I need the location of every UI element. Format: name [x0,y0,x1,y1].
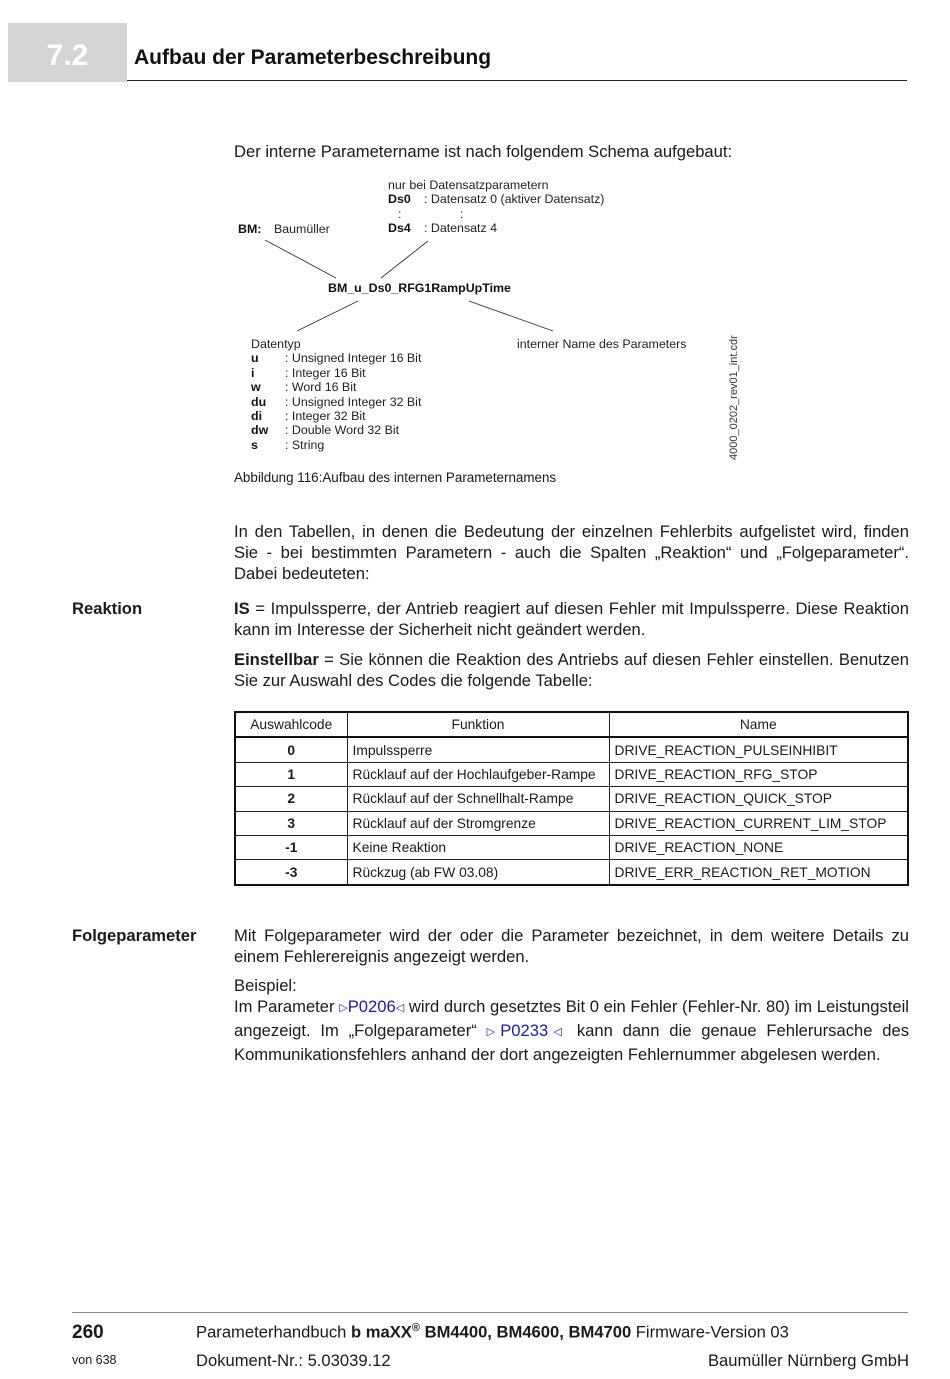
cell-name: DRIVE_REACTION_PULSEINHIBIT [609,737,908,762]
table-row [235,860,908,885]
cell-name: DRIVE_REACTION_NONE [609,835,908,859]
folgeparameter-label: Folgeparameter [72,926,197,945]
cell-name: DRIVE_REACTION_RFG_STOP [609,762,908,786]
column-header-name: Name [609,712,908,737]
cell-function: Rücklauf auf der Hochlaufgeber-Rampe [347,762,609,786]
datatype-row [251,380,421,394]
dataset-block [388,178,604,236]
internal-name-label: interner Name des Parameters [517,337,687,351]
table-header-row [235,712,908,737]
datatype-code: dw [251,423,269,438]
datatype-row [251,366,421,380]
datatype-code: du [251,394,267,409]
page-total: von 638 [72,1353,117,1367]
table-row [235,787,908,811]
cell-function: Rückzug (ab FW 03.08) [347,860,609,885]
folgeparameter-paragraph: Mit Folgeparameter wird der oder die Parameter bezeichnet, in dem weitere Details zu einem Fehlerereignis angezeigt werden. [234,926,909,966]
datatype-text: : Unsigned Integer 16 Bit [285,351,422,366]
table-row [235,762,908,786]
registered-mark: ® [411,1322,420,1334]
datatype-row [251,423,421,437]
link-label: P0233 [500,1021,549,1040]
parameter-link-p0206[interactable] [339,997,404,1016]
reaktion-einstellbar-paragraph [234,649,909,691]
link-label: P0206 [347,997,396,1016]
link-arrow-left-icon: ◁ [548,1026,568,1038]
datatype-row [251,395,421,409]
dataset-code-4: Ds4 [388,221,411,236]
is-text: = Impulssperre, der Antrieb reagiert auf diesen Fehler mit Impulssperre. Diese Reaktion kann im Interesse der Sicherheit nicht geändert werden. [234,599,909,639]
link-arrow-right-icon: ▷ [486,1026,501,1038]
link-arrow-right-icon: ▷ [339,1002,348,1014]
cell-function: Rücklauf auf der Schnellhalt-Rampe [347,787,609,811]
cell-code: -3 [235,860,347,885]
brand-name: b maXX [350,1322,412,1342]
cell-name: DRIVE_REACTION_CURRENT_LIM_STOP [609,811,908,835]
column-header-funktion: Funktion [347,712,609,737]
document-number: Dokument-Nr.: 5.03039.12 [196,1351,391,1370]
datatype-row [251,438,421,452]
dataset-row-4 [388,221,604,235]
column-header-auswahlcode: Auswahlcode [235,712,347,737]
handbook-title [196,1322,789,1343]
datatype-title: Datentyp [251,337,301,351]
cell-name: DRIVE_REACTION_QUICK_STOP [609,787,908,811]
cell-code: 2 [235,787,347,811]
dataset-text-4: : Datensatz 4 [424,221,498,236]
reaction-code-table [234,711,909,886]
example-text-1: Im Parameter [234,997,340,1016]
datatype-code: i [251,365,255,380]
datatype-text: : Double Word 32 Bit [285,423,400,438]
dataset-row-0 [388,192,604,206]
example-label: Beispiel: [234,976,297,995]
einstellbar-term: Einstellbar [234,650,319,669]
section-title: Aufbau der Parameterbeschreibung [134,46,492,69]
datatype-code: w [251,380,261,395]
datatype-row [251,351,421,365]
cell-function: Rücklauf auf der Stromgrenze [347,811,609,835]
dataset-title: nur bei Datensatzparametern [388,178,549,192]
datatype-code: u [251,351,259,366]
example-text-3: kann dann die genaue Fehlerursache des Kommunikationsfehlers anhand der dort angezeigten Fehlernummer abgelesen werden. [234,1021,909,1064]
datatype-block [251,337,421,452]
parameter-link-p0233[interactable] [487,1021,567,1040]
is-term: IS [234,599,250,618]
footer-rule [72,1312,908,1313]
diagram-file-reference: 4000_0202_rev01_int.cdr [728,335,740,460]
dataset-code-0: Ds0 [388,192,411,207]
datatype-text: : String [285,437,325,452]
cell-code: 1 [235,762,347,786]
link-arrow-left-icon: ◁ [395,1002,405,1014]
datatype-text: : Integer 16 Bit [285,365,366,380]
tables-paragraph: In den Tabellen, in denen die Bedeutung der einzelnen Fehlerbits aufgelistet wird, finden Sie - bei bestimmten Parametern - auch die Spalten „Reaktion“ und „Folgeparameter“. Dabei bedeuteten: [234,522,909,583]
datatype-code: s [251,437,258,452]
einstellbar-text: = Sie können die Reaktion des Antriebs auf diesen Fehler einstellen. Benutzen Sie zur Auswahl des Codes die folgende Tabelle: [234,650,909,690]
cell-function: Impulssperre [347,737,609,762]
reaktion-is-paragraph [234,598,909,640]
intro-text: Der interne Parametername ist nach folgendem Schema aufgebaut: [234,142,733,161]
manufacturer-code: BM: [238,222,262,236]
product-models: BM4400, BM4600, BM4700 [419,1322,632,1342]
cell-code: 0 [235,737,347,762]
cell-function: Keine Reaktion [347,835,609,859]
manufacturer-text: Baumüller [274,222,330,236]
company-name: Baumüller Nürnberg GmbH [707,1351,909,1370]
cell-code: -1 [235,835,347,859]
example-text-2: wird durch gesetztes Bit 0 ein Fehler (Fehler-Nr. 80) im Leistungsteil angezeigt. Im „Folgeparameter“ [234,997,909,1040]
cell-name: DRIVE_ERR_REACTION_RET_MOTION [609,860,908,885]
dataset-dots: : : [398,206,464,221]
table-row [235,835,908,859]
section-number: 7.2 [46,38,89,72]
table-row [235,811,908,835]
manufacturer-block [238,222,330,236]
table-row [235,737,908,762]
datatype-code: di [251,409,263,424]
example-paragraph [234,996,909,1065]
reaktion-label: Reaktion [72,599,143,618]
handbook-prefix: Parameterhandbuch [196,1322,351,1342]
page-number: 260 [72,1322,104,1343]
datatype-row [251,409,421,423]
parameter-name-example: BM_u_Ds0_RFG1RampUpTime [328,281,511,295]
dataset-text-0: : Datensatz 0 (aktiver Datensatz) [424,192,605,207]
diagram-connector-lines [0,0,950,480]
datatype-text: : Word 16 Bit [285,380,357,395]
datatype-text: : Integer 32 Bit [285,409,366,424]
firmware-version: Firmware-Version 03 [631,1322,789,1342]
datatype-text: : Unsigned Integer 32 Bit [285,394,422,409]
cell-code: 3 [235,811,347,835]
figure-caption: Abbildung 116:Aufbau des internen Parameternamens [234,470,557,485]
